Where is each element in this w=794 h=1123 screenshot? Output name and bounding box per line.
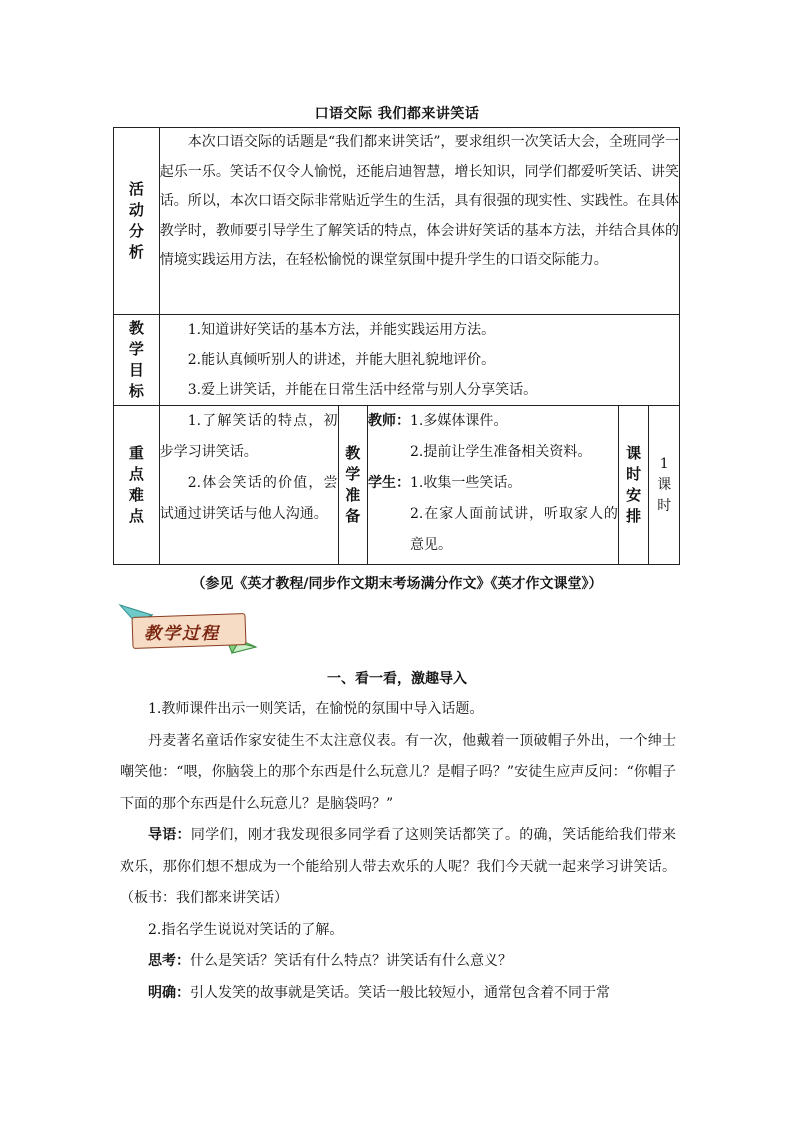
step-2: 2.指名学生说说对笑话的了解。: [148, 921, 344, 938]
think-paragraph: [120, 946, 676, 978]
key-points-label-text: 重点难点: [128, 444, 144, 525]
goals-label: [114, 315, 160, 406]
clarify-paragraph: [120, 978, 676, 1010]
activity-label: [114, 128, 160, 315]
intro-label: 导语：: [148, 827, 191, 843]
student-item: 1.收集一些笑话。: [409, 475, 522, 491]
teacher-item: 1.多媒体课件。: [409, 413, 508, 429]
think-label: 思考：: [148, 953, 190, 969]
goal-item: 2.能认真倾听别人的讲述，并能大胆礼貌地评价。: [187, 352, 496, 368]
goals-label-text: 教学目标: [128, 319, 144, 400]
step-1: 1.教师课件出示一则笑话，在愉悦的氛围中导入话题。: [148, 701, 484, 717]
reference-note: （参见《英才教程/同步作文期末考场满分作文》《英才作文课堂》）: [191, 576, 603, 592]
page-title: 口语交际 我们都来讲笑话: [314, 106, 480, 122]
student-item: 2.在家人面前试讲，听取家人的意见。: [409, 506, 618, 553]
hours-value-text: 1课时: [657, 455, 672, 514]
prep-label-text: 教学准备: [345, 444, 361, 525]
hours-label-text: 课时安排: [626, 444, 642, 525]
think-text: 什么是笑话？笑话有什么特点？讲笑话有什么意义？: [190, 953, 512, 969]
section-heading: 一、看一看，激趣导入: [327, 671, 467, 687]
goal-item: 3.爱上讲笑话，并能在日常生活中经常与别人分享笑话。: [187, 382, 538, 398]
section-badge: [118, 603, 258, 655]
intro-paragraph: [120, 820, 676, 915]
intro-text: 同学们，刚才我发现很多同学看了这则笑话都笑了。的确，笑话能给我们带来欢乐，那你们想不想成为一个能给别人带去欢乐的人呢？我们今天就一起来学习讲笑话。（板书：我们都来讲笑话）: [120, 827, 677, 906]
key-point-item: 1.了解笑话的特点，初步学习讲笑话。: [159, 413, 338, 460]
student-label: 学生：: [367, 475, 410, 491]
key-points-label: [114, 406, 160, 565]
prep-label: [338, 406, 367, 565]
badge-label: 教学过程: [144, 624, 220, 644]
key-prep-row: [114, 406, 680, 565]
prep-text: [367, 406, 618, 565]
key-points-text: [159, 406, 338, 565]
clarify-label: 明确：: [148, 984, 190, 1001]
goal-item: 1.知道讲好笑话的基本方法，并能实践运用方法。: [187, 322, 496, 338]
activity-text: 本次口语交际的话题是“我们都来讲笑话”，要求组织一次笑话大会，全班同学一起乐一乐。笑话不仅令人愉悦，还能启迪智慧，增长知识，同学们都爱听笑话、讲笑话。所以，本次口语交际非常贴近学生的生活，具有很强的现实性、实践性。在具体教学时，教师要引导学生了解笑话的特点，体会讲好笑话的基本方法，并结合具体的情境实践运用方法，在轻松愉悦的课堂氛围中提升学生的口语交际能力。: [159, 128, 679, 315]
teacher-item: 2.提前让学生准备相关资料。: [409, 444, 592, 460]
hours-value: [649, 406, 680, 565]
activity-row: [114, 128, 680, 315]
goals-list: [159, 315, 679, 406]
teacher-label: 教师：: [367, 413, 410, 429]
hours-label: [618, 406, 648, 565]
lesson-plan-table: [113, 127, 680, 565]
clarify-text: 引人发笑的故事就是笑话。笑话一般比较短小，通常包含着不同于常: [190, 984, 610, 1001]
key-point-item: 2.体会笑话的价值，尝试通过讲笑话与他人沟通。: [159, 475, 338, 522]
section-body: [120, 694, 676, 1009]
activity-label-text: 活动分析: [128, 180, 144, 261]
story-paragraph: 丹麦著名童话作家安徒生不太注意仪表。有一次，他戴着一顶破帽子外出，一个绅士嘲笑他：“喂，你脑袋上的那个东西是什么玩意儿？是帽子吗？”安徒生应声反问：“你帽子下面的那个东西是什么玩意儿？是脑袋吗？”: [120, 732, 676, 812]
goals-row: [114, 315, 680, 406]
